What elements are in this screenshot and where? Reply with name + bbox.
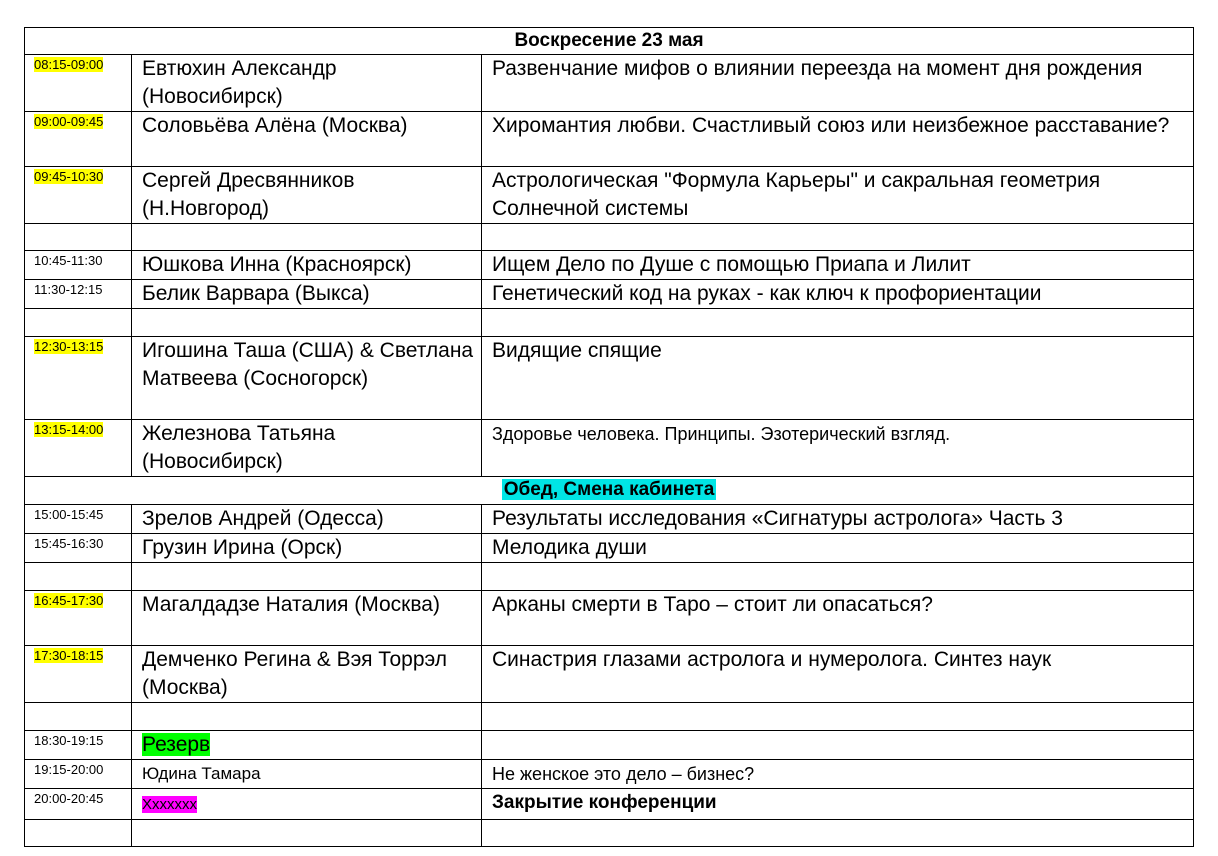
speaker-name: Евтюхин Александр (Новосибирск)	[132, 55, 482, 112]
speaker-name: Белик Варвара (Выкса)	[132, 280, 482, 309]
table-row	[25, 760, 1194, 789]
empty-row	[25, 309, 1194, 337]
talk-topic: Синастрия глазами астролога и нумеролога. Синтез наук	[482, 646, 1194, 703]
time-slot: 16:45-17:30	[34, 593, 104, 608]
table-row	[25, 112, 1194, 167]
talk-topic: Мелодика души	[482, 534, 1194, 563]
talk-topic: Ищем Дело по Душе с помощью Приапа и Лилит	[482, 251, 1194, 280]
table-row	[25, 591, 1194, 646]
speaker-name: Игошина Таша (США) & Светлана Матвеева (Сосногорск)	[132, 337, 482, 420]
time-slot: 11:30-12:15	[25, 280, 132, 309]
header-row	[25, 28, 1194, 55]
table-row	[25, 534, 1194, 563]
placeholder-name: Xxxxxxx	[142, 796, 198, 813]
table-row	[25, 646, 1194, 703]
talk-topic: Арканы смерти в Таро – стоит ли опасаться?	[482, 591, 1194, 646]
empty-row	[25, 563, 1194, 591]
table-row	[25, 337, 1194, 420]
day-title: Воскресение 23 мая	[25, 28, 1194, 55]
talk-topic: Закрытие конференции	[482, 789, 1194, 820]
speaker-name: Соловьёва Алёна (Москва)	[132, 112, 482, 167]
reserve-label: Резерв	[142, 733, 211, 756]
table-row	[25, 251, 1194, 280]
time-slot: 08:15-09:00	[34, 57, 104, 72]
table-row	[25, 420, 1194, 477]
speaker-name: Железнова Татьяна (Новосибирск)	[132, 420, 482, 477]
time-slot: 12:30-13:15	[34, 339, 104, 354]
speaker-name: Юдина Тамара	[132, 760, 482, 789]
speaker-name: Магалдадзе Наталия (Москва)	[132, 591, 482, 646]
table-row	[25, 789, 1194, 820]
time-slot: 20:00-20:45	[25, 789, 132, 820]
talk-topic: Генетический код на руках - как ключ к профориентации	[482, 280, 1194, 309]
time-slot: 19:15-20:00	[25, 760, 132, 789]
talk-topic: Здоровье человека. Принципы. Эзотерический взгляд.	[482, 420, 1194, 477]
table-row	[25, 731, 1194, 760]
time-slot: 18:30-19:15	[25, 731, 132, 760]
table-row	[25, 167, 1194, 224]
speaker-name: Зрелов Андрей (Одесса)	[132, 505, 482, 534]
schedule-table	[24, 27, 1194, 847]
time-slot: 09:00-09:45	[34, 114, 104, 129]
empty-row	[25, 703, 1194, 731]
speaker-name: Юшкова Инна (Красноярск)	[132, 251, 482, 280]
talk-topic: Видящие спящие	[482, 337, 1194, 420]
table-row	[25, 55, 1194, 112]
speaker-name: Сергей Дресвянников (Н.Новгород)	[132, 167, 482, 224]
time-slot: 15:45-16:30	[25, 534, 132, 563]
talk-topic: Хиромантия любви. Счастливый союз или неизбежное расставание?	[482, 112, 1194, 167]
empty-row	[25, 820, 1194, 847]
time-slot: 10:45-11:30	[25, 251, 132, 280]
talk-topic: Развенчание мифов о влиянии переезда на момент дня рождения	[482, 55, 1194, 112]
table-row	[25, 280, 1194, 309]
speaker-name: Грузин Ирина (Орск)	[132, 534, 482, 563]
time-slot: 17:30-18:15	[34, 648, 104, 663]
break-row	[25, 477, 1194, 505]
talk-topic	[482, 731, 1194, 760]
talk-topic: Астрологическая "Формула Карьеры" и сакральная геометрия Солнечной системы	[482, 167, 1194, 224]
time-slot: 13:15-14:00	[34, 422, 104, 437]
time-slot: 09:45-10:30	[34, 169, 104, 184]
break-label: Обед, Смена кабинета	[503, 479, 715, 500]
talk-topic: Результаты исследования «Сигнатуры астролога» Часть 3	[482, 505, 1194, 534]
table-row	[25, 505, 1194, 534]
time-slot: 15:00-15:45	[25, 505, 132, 534]
speaker-name: Демченко Регина & Вэя Торрэл (Москва)	[132, 646, 482, 703]
empty-row	[25, 224, 1194, 251]
talk-topic: Не женское это дело – бизнес?	[482, 760, 1194, 789]
